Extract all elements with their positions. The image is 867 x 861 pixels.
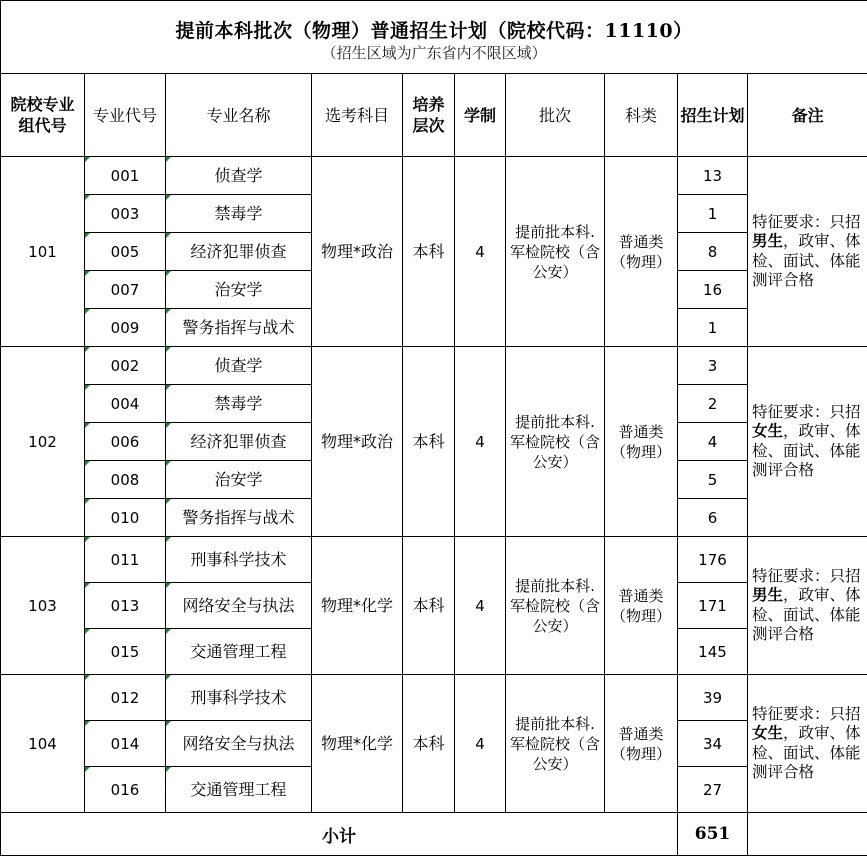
plan-cell: 34	[678, 721, 748, 767]
header-subject: 选考科目	[312, 74, 403, 157]
header-row	[1, 74, 867, 157]
major-code-cell: 004	[85, 385, 166, 423]
note-suffix: ，政审、体检、面试、体能测评合格	[752, 232, 861, 289]
category-cell: 普通类（物理）	[605, 157, 678, 347]
plan-cell: 13	[678, 157, 748, 195]
header-years: 学制	[455, 74, 506, 157]
major-code-cell: 015	[85, 629, 166, 675]
major-code-cell: 008	[85, 461, 166, 499]
plan-cell: 176	[678, 537, 748, 583]
plan-cell: 3	[678, 347, 748, 385]
page-title: 提前本科批次（物理）普通招生计划（院校代码：11110）	[175, 20, 693, 42]
note-prefix: 特征要求：只招	[752, 402, 861, 421]
major-code-cell: 003	[85, 195, 166, 233]
subtotal-row	[1, 813, 867, 856]
note-cell	[748, 347, 867, 537]
major-code-cell: 016	[85, 767, 166, 813]
major-code-cell: 009	[85, 309, 166, 347]
major-name-cell: 经济犯罪侦查	[166, 423, 312, 461]
major-name-cell: 刑事科学技术	[166, 537, 312, 583]
major-name-cell: 经济犯罪侦查	[166, 233, 312, 271]
note-cell	[748, 537, 867, 675]
major-name-cell: 治安学	[166, 271, 312, 309]
major-name-cell: 网络安全与执法	[166, 721, 312, 767]
table-row	[1, 347, 867, 385]
major-code-cell: 006	[85, 423, 166, 461]
header-category: 科类	[605, 74, 678, 157]
batch-cell: 提前批本科.军检院校（含公安）	[506, 157, 605, 347]
plan-cell: 16	[678, 271, 748, 309]
subtotal-value: 651	[678, 813, 748, 856]
subtotal-label: 小计	[1, 813, 678, 856]
years-cell: 4	[455, 537, 506, 675]
major-code-cell: 010	[85, 499, 166, 537]
major-name-cell: 侦查学	[166, 347, 312, 385]
plan-cell: 6	[678, 499, 748, 537]
header-code: 专业代号	[85, 74, 166, 157]
table-row	[1, 675, 867, 721]
header-level: 培养层次	[403, 74, 455, 157]
plan-cell: 145	[678, 629, 748, 675]
subject-cell: 物理*政治	[312, 157, 403, 347]
plan-cell: 1	[678, 309, 748, 347]
group-code-cell: 103	[1, 537, 85, 675]
subject-cell: 物理*政治	[312, 347, 403, 537]
years-cell: 4	[455, 675, 506, 813]
note-prefix: 特征要求：只招	[752, 566, 861, 585]
major-code-cell: 002	[85, 347, 166, 385]
major-code-cell: 007	[85, 271, 166, 309]
category-cell: 普通类（物理）	[605, 537, 678, 675]
note-suffix: ，政审、体检、面试、体能测评合格	[752, 422, 861, 479]
batch-cell: 提前批本科.军检院校（含公安）	[506, 675, 605, 813]
plan-cell: 8	[678, 233, 748, 271]
note-prefix: 特征要求：只招	[752, 212, 861, 231]
plan-cell: 27	[678, 767, 748, 813]
major-name-cell: 禁毒学	[166, 385, 312, 423]
years-cell: 4	[455, 347, 506, 537]
major-name-cell: 警务指挥与战术	[166, 499, 312, 537]
major-name-cell: 治安学	[166, 461, 312, 499]
table-row	[1, 157, 867, 195]
header-name: 专业名称	[166, 74, 312, 157]
note-gender: 女生	[752, 422, 784, 440]
subtotal-empty	[748, 813, 867, 856]
major-name-cell: 刑事科学技术	[166, 675, 312, 721]
major-name-cell: 交通管理工程	[166, 629, 312, 675]
header-group: 院校专业组代号	[1, 74, 85, 157]
major-code-cell: 013	[85, 583, 166, 629]
major-code-cell: 005	[85, 233, 166, 271]
major-name-cell: 警务指挥与战术	[166, 309, 312, 347]
batch-cell: 提前批本科.军检院校（含公安）	[506, 537, 605, 675]
category-cell: 普通类（物理）	[605, 675, 678, 813]
note-prefix: 特征要求：只招	[752, 704, 861, 723]
major-code-cell: 001	[85, 157, 166, 195]
level-cell: 本科	[403, 347, 455, 537]
subject-cell: 物理*化学	[312, 675, 403, 813]
major-code-cell: 014	[85, 721, 166, 767]
major-name-cell: 侦查学	[166, 157, 312, 195]
title-cell	[1, 1, 867, 74]
plan-cell: 1	[678, 195, 748, 233]
subject-cell: 物理*化学	[312, 537, 403, 675]
note-cell	[748, 157, 867, 347]
table-row	[1, 537, 867, 583]
years-cell: 4	[455, 157, 506, 347]
note-gender: 男生	[752, 586, 784, 604]
plan-cell: 4	[678, 423, 748, 461]
header-note: 备注	[748, 74, 867, 157]
note-gender: 男生	[752, 232, 784, 250]
plan-cell: 171	[678, 583, 748, 629]
category-cell: 普通类（物理）	[605, 347, 678, 537]
note-suffix: ，政审、体检、面试、体能测评合格	[752, 724, 861, 781]
group-code-cell: 104	[1, 675, 85, 813]
note-gender: 女生	[752, 724, 784, 742]
plan-cell: 5	[678, 461, 748, 499]
major-name-cell: 交通管理工程	[166, 767, 312, 813]
plan-cell: 2	[678, 385, 748, 423]
major-name-cell: 禁毒学	[166, 195, 312, 233]
level-cell: 本科	[403, 157, 455, 347]
level-cell: 本科	[403, 537, 455, 675]
major-code-cell: 012	[85, 675, 166, 721]
header-plan: 招生计划	[678, 74, 748, 157]
batch-cell: 提前批本科.军检院校（含公安）	[506, 347, 605, 537]
page-subtitle: （招生区域为广东省内不限区域）	[321, 44, 547, 62]
group-code-cell: 102	[1, 347, 85, 537]
major-code-cell: 011	[85, 537, 166, 583]
plan-cell: 39	[678, 675, 748, 721]
note-cell	[748, 675, 867, 813]
major-name-cell: 网络安全与执法	[166, 583, 312, 629]
header-batch: 批次	[506, 74, 605, 157]
group-code-cell: 101	[1, 157, 85, 347]
level-cell: 本科	[403, 675, 455, 813]
note-suffix: ，政审、体检、面试、体能测评合格	[752, 586, 861, 643]
